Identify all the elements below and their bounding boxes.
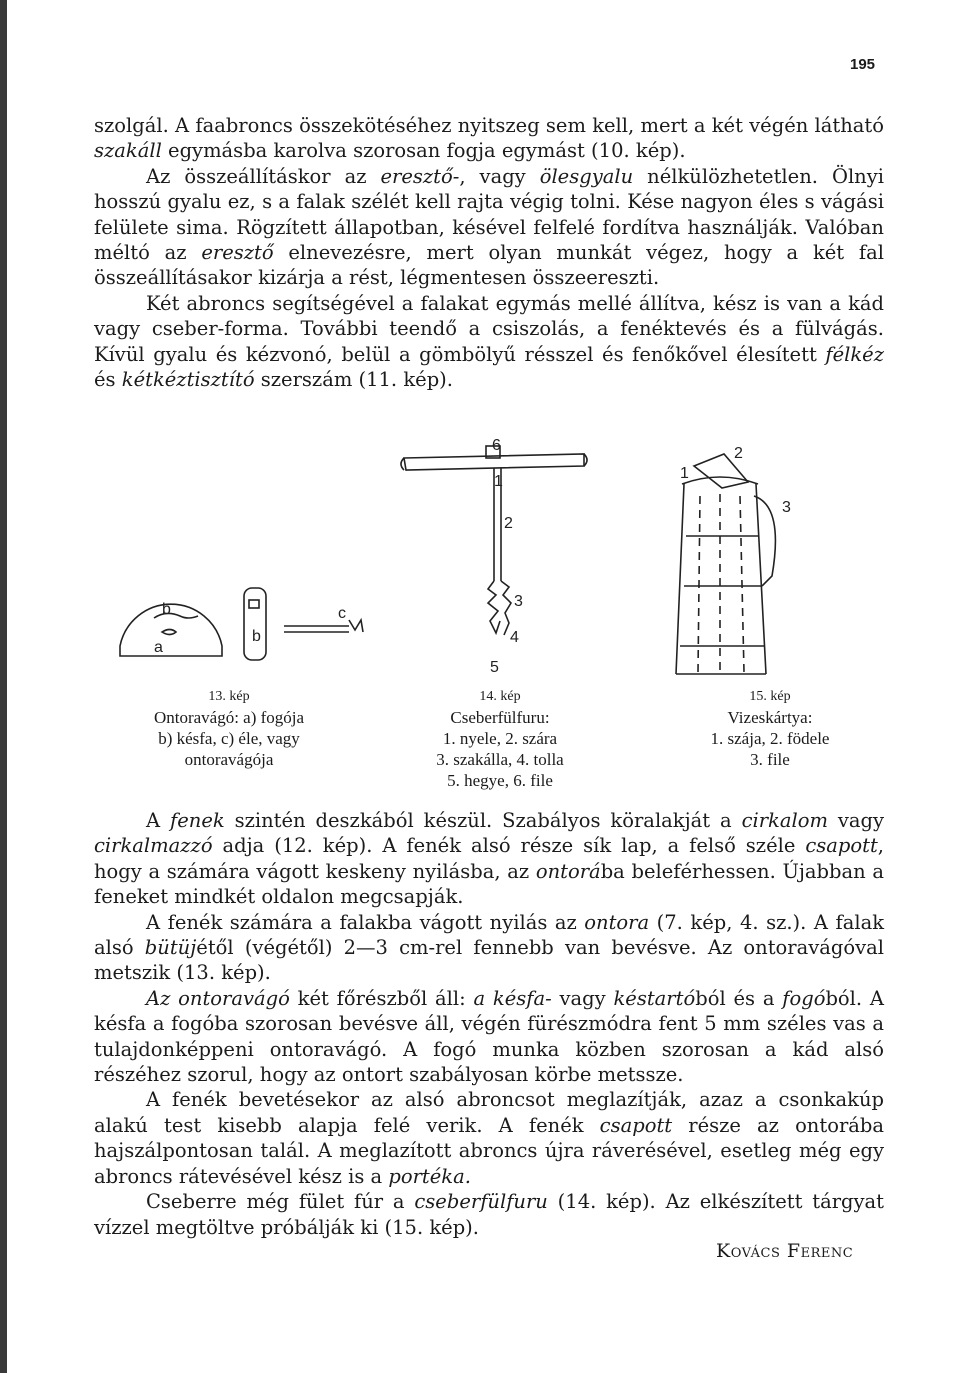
- paragraph: [94, 808, 884, 910]
- fig13-handle-hole: [249, 600, 259, 608]
- text-run: , hogy a számára vágott keskeny nyilásba, az: [94, 834, 884, 883]
- italic-term: Az ontoravágó: [146, 986, 290, 1010]
- fig14-mark-4: 4: [510, 629, 519, 646]
- figure-14-marks: [490, 437, 523, 676]
- fig14-mark-2: 2: [504, 515, 513, 532]
- paragraph: [94, 986, 884, 1088]
- fig14-mark-6: 6: [492, 437, 501, 454]
- text-run: étől (végétől) 2—3 cm-rel fennebb van bevésve. Az ontoravágóval metszik (13. kép).: [94, 936, 884, 985]
- fig14-bit: [488, 581, 500, 633]
- figure-15-marks: [680, 445, 791, 516]
- paragraph: [94, 1189, 884, 1240]
- caption-fig13-line: ontoravágója: [184, 750, 274, 769]
- caption-fig13-line: b) késfa, c) éle, vagy: [158, 729, 300, 748]
- text-run: vagy: [551, 986, 614, 1010]
- text-run: szintén deszkából készül. Szabályos köralakját a: [224, 809, 742, 832]
- italic-term: a késfa-: [473, 986, 552, 1010]
- text-run: része az ontorába hajszálpontosan talál. A meglazított abroncs újra ráverésével, esetleg még egy abroncs rátevésével kész is a: [94, 1113, 884, 1188]
- text-run: A: [146, 809, 170, 832]
- text-run: és: [94, 368, 122, 392]
- figure-15-drawing: [676, 454, 775, 674]
- fig14-mark-1: 1: [494, 473, 503, 490]
- fig13-mark-b: b: [162, 601, 171, 618]
- text-run: nélkülözhetetlen. Ölnyi hosszú gyalu ez, s a falak szélét kell rajta végig tolni. Kése nagyon éles s vágási felülete sima. Rögzített állapotban, késével felfelé fordítva használják. Valóban méltó az: [94, 164, 884, 265]
- text-run: A fenék bevetésekor az alsó abroncsot meglazítják, azaz a csonkakúp alakú test kisebb alapja felé verik. A fenék: [94, 1088, 884, 1137]
- paragraph: [94, 291, 884, 393]
- text-run: (14. kép). Az elkészített tárgyat vízzel megtöltve próbálják ki (15. kép).: [94, 1190, 884, 1239]
- page-spine-shadow: [0, 0, 7, 1373]
- text-run: egymásba karolva szorosan fogja egymást (10. kép).: [161, 139, 686, 163]
- paragraph: [94, 164, 884, 291]
- italic-term: fogó: [782, 986, 826, 1010]
- fig13-handle: [244, 588, 266, 660]
- italic-term: cirkalom: [741, 809, 828, 832]
- text-run: elnevezésre, mert olyan munkát végez, hogy a két fal összeállításakor kizárja a rést, légmentesen összeereszti.: [94, 241, 884, 290]
- lower-text-block: [94, 808, 884, 1240]
- caption-fig15-line: 1. szája, 2. födele: [710, 729, 830, 748]
- fig15-mark-1: 1: [680, 465, 689, 482]
- paragraph: [94, 1087, 884, 1189]
- text-run: adja (12. kép). A fenék alsó része sík lap, a felső széle: [212, 834, 806, 858]
- caption-fig15-number: 15. kép: [749, 689, 791, 704]
- author-signature: Kovács Ferenc: [716, 1240, 854, 1262]
- italic-term: félkéz: [825, 342, 884, 366]
- caption-fig15: [660, 686, 880, 770]
- caption-fig14-line: 3. szakálla, 4. tolla: [436, 750, 564, 769]
- text-run: ból. A késfa a fogóba szorosan bevésve áll, végén fürészmódra fent 5 mm széles vas a tulajdonképpeni ontoravágó. A fogó munka közben szorosan a kád alsó részéhez szorul, hogy az ontort szabályosan körbe metssze.: [94, 986, 884, 1087]
- fig13-edge-line: [154, 613, 198, 618]
- italic-term: késtartó: [613, 986, 696, 1010]
- italic-term: fenek: [170, 809, 225, 832]
- caption-fig15-line: 3. file: [750, 750, 790, 769]
- fig13-mark-a: a: [154, 639, 163, 656]
- italic-term: cseberfülfuru: [414, 1190, 548, 1214]
- paragraph: [94, 910, 884, 986]
- fig14-bit-edge: [501, 581, 511, 635]
- text-run: ból és a: [695, 986, 783, 1010]
- italic-term: bütüj: [144, 936, 197, 960]
- fig13-knife-teeth: [349, 620, 363, 632]
- fig13-mark-c: c: [338, 605, 346, 622]
- italic-term: cirkalmazzó: [94, 834, 213, 858]
- fig13-mark-b2: b: [252, 628, 261, 645]
- italic-term: eresztő-: [380, 164, 460, 188]
- fig15-mark-3: 3: [782, 499, 791, 516]
- text-run: két főrészből áll:: [289, 986, 474, 1010]
- caption-fig14: [400, 686, 600, 791]
- caption-fig14-line: 1. nyele, 2. szára: [442, 729, 558, 748]
- text-run: szolgál. A faabroncs összekötéséhez nyitszeg sem kell, mert a két végén látható: [94, 114, 884, 137]
- paragraph: [94, 113, 884, 164]
- caption-fig13-number: 13. kép: [208, 689, 250, 704]
- italic-term: kétkéztisztító: [121, 368, 255, 392]
- italic-term: ölesgyalu: [539, 164, 634, 188]
- italic-term: szakáll: [94, 139, 162, 163]
- figures-row: [94, 436, 884, 676]
- caption-fig13: [94, 686, 364, 770]
- caption-fig13-line: Ontoravágó: a) fogója: [153, 708, 305, 727]
- page-number: 195: [850, 56, 876, 73]
- italic-term: csapott: [805, 834, 878, 858]
- fig14-mark-3: 3: [514, 593, 523, 610]
- caption-fig14-number: 14. kép: [479, 689, 521, 704]
- figure-13-marks: [154, 601, 346, 656]
- caption-fig14-line: Cseberfülfuru:: [450, 708, 550, 727]
- fig14-handle-bar: [404, 454, 584, 470]
- upper-text-block: [94, 113, 884, 392]
- text-run: A fenék számára a falakba vágott nyilás az: [146, 910, 585, 934]
- text-run: ba beleférhessen. Újabban a feneket mindkét oldalon megcsapják.: [94, 859, 884, 909]
- italic-term: ontorá: [535, 859, 601, 883]
- text-run: vagy: [827, 809, 885, 832]
- italic-term: eresztő: [201, 241, 274, 265]
- fig15-mark-2: 2: [734, 445, 743, 462]
- text-run: , vagy: [459, 164, 540, 188]
- italic-term: portéka.: [388, 1164, 471, 1188]
- caption-fig14-line: 5. hegye, 6. file: [447, 771, 553, 790]
- italic-term: ontora: [584, 910, 650, 934]
- text-run: Két abroncs segítségével a falakat egymás mellé állítva, kész is van a kád vagy cseber-forma. További teendő a csiszolás, a fenéktevés és a fülvágás. Kívül gyalu és kézvonó, belül a gömbölyű résszel és fenőkővel élesített: [94, 291, 884, 366]
- italic-term: csapott: [599, 1113, 673, 1137]
- text-run: szerszám (11. kép).: [254, 368, 453, 392]
- caption-fig15-line: Vizeskártya:: [727, 708, 813, 727]
- fig13-handle-slot: [162, 630, 176, 635]
- fig14-mark-5: 5: [490, 659, 499, 676]
- text-run: Az összeállításkor az: [146, 164, 381, 188]
- text-run: (7. kép, 4. sz.). A falak alsó: [94, 910, 885, 960]
- text-run: Cseberre még fület fúr a: [146, 1190, 415, 1214]
